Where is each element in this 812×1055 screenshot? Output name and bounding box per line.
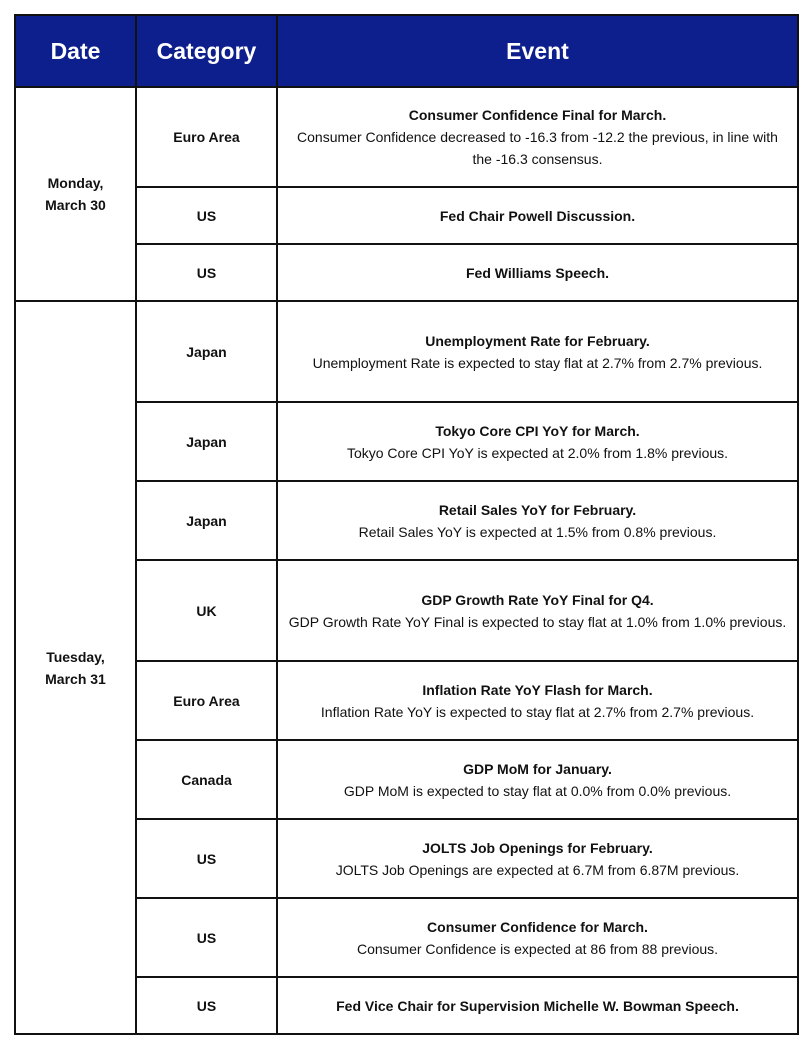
event-cell: [277, 819, 798, 898]
event-description: JOLTS Job Openings are expected at 6.7M from 6.87M previous.: [335, 861, 740, 878]
event-description: Retail Sales YoY is expected at 1.5% from 0.8% previous.: [358, 523, 717, 540]
category-cell: Japan: [136, 481, 277, 560]
event-title: GDP MoM for January.: [463, 760, 612, 777]
category-cell: Euro Area: [136, 661, 277, 740]
category-cell: US: [136, 187, 277, 244]
event-title: Consumer Confidence Final for March.: [408, 107, 667, 123]
event-cell: [277, 301, 798, 402]
event-cell: [277, 661, 798, 740]
event-description: Consumer Confidence decreased to -16.3 from -12.2 the previous, in line with the -16.3 consensus.: [297, 129, 778, 167]
event-cell: [277, 977, 798, 1034]
category-cell: Japan: [136, 301, 277, 402]
date-day: March 30: [45, 197, 106, 213]
table-row: [15, 87, 798, 187]
event-title: Inflation Rate YoY Flash for March.: [422, 681, 653, 698]
event-title: Retail Sales YoY for February.: [438, 501, 637, 518]
category-cell: US: [136, 898, 277, 977]
event-title: GDP Growth Rate YoY Final for Q4.: [421, 591, 654, 608]
date-weekday: Monday,: [47, 175, 104, 191]
event-description: Tokyo Core CPI YoY is expected at 2.0% from 1.8% previous.: [346, 444, 729, 461]
category-cell: Japan: [136, 402, 277, 481]
table-row: [15, 301, 798, 402]
event-cell: [277, 87, 798, 187]
event-title: JOLTS Job Openings for February.: [422, 839, 653, 856]
date-day: March 31: [45, 670, 106, 687]
event-cell: [277, 898, 798, 977]
event-cell: [277, 560, 798, 661]
event-title: Fed Vice Chair for Supervision Michelle W. Bowman Speech.: [336, 997, 739, 1014]
economic-calendar-table: [14, 14, 799, 1035]
category-column-header: Category: [136, 15, 277, 87]
category-cell: US: [136, 244, 277, 301]
event-description: Unemployment Rate is expected to stay flat at 2.7% from 2.7% previous.: [312, 354, 763, 371]
category-cell: UK: [136, 560, 277, 661]
category-cell: US: [136, 819, 277, 898]
event-title: Consumer Confidence for March.: [427, 918, 648, 935]
event-title: Tokyo Core CPI YoY for March.: [435, 422, 640, 439]
date-cell: [15, 87, 136, 301]
event-cell: [277, 402, 798, 481]
category-cell: Canada: [136, 740, 277, 819]
category-cell: US: [136, 977, 277, 1034]
category-cell: Euro Area: [136, 87, 277, 187]
event-cell: [277, 244, 798, 301]
header-row: [15, 15, 798, 87]
event-description: Inflation Rate YoY is expected to stay flat at 2.7% from 2.7% previous.: [320, 703, 755, 720]
date-weekday: Tuesday,: [46, 648, 105, 665]
event-description: GDP MoM is expected to stay flat at 0.0% from 0.0% previous.: [343, 782, 732, 799]
event-column-header: Event: [277, 15, 798, 87]
date-column-header: Date: [15, 15, 136, 87]
event-cell: [277, 481, 798, 560]
event-title: Unemployment Rate for February.: [425, 332, 650, 349]
date-cell: [15, 301, 136, 1034]
event-title: Fed Williams Speech.: [465, 264, 610, 281]
event-title: Fed Chair Powell Discussion.: [439, 207, 636, 224]
event-cell: [277, 187, 798, 244]
event-cell: [277, 740, 798, 819]
event-description: Consumer Confidence is expected at 86 from 88 previous.: [356, 940, 719, 957]
event-description: GDP Growth Rate YoY Final is expected to stay flat at 1.0% from 1.0% previous.: [288, 613, 787, 630]
